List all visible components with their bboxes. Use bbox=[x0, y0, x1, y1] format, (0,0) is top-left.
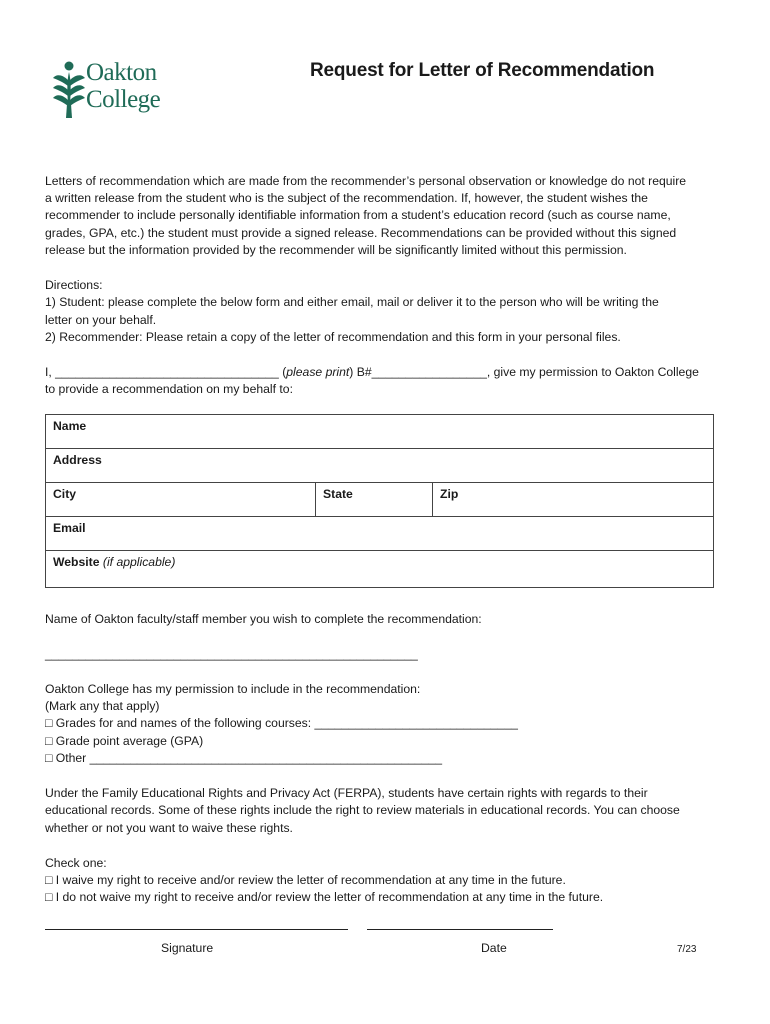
include-instructions: (Mark any that apply) bbox=[45, 699, 160, 713]
oakton-logo bbox=[52, 60, 182, 124]
city-field[interactable] bbox=[46, 483, 316, 517]
date-label: Date bbox=[481, 941, 507, 955]
intro-line: grades, GPA, etc.) the student must provide a signed release. Recommendations can be provided without this signed bbox=[45, 226, 677, 240]
permission-part-1: I, _________________________________ ( bbox=[45, 365, 287, 379]
permission-statement bbox=[45, 364, 699, 381]
directions-heading: Directions: bbox=[45, 278, 103, 292]
gpa-checkbox[interactable]: □ Grade point average (GPA) bbox=[45, 734, 204, 748]
please-print-note: please print bbox=[286, 365, 350, 379]
ferpa-text: Under the Family Educational Rights and Privacy Act (FERPA), students have certain rights with regards to their bbox=[45, 786, 648, 800]
website-note: (if applicable) bbox=[102, 555, 176, 569]
date-line[interactable] bbox=[367, 928, 553, 930]
permission-part-2: ) B#_________________, give my permission to Oakton College bbox=[349, 365, 699, 379]
page-title: Request for Letter of Recommendation bbox=[310, 60, 655, 81]
intro-line: a written release from the student who is the subject of the recommendation. If, however, the student wishes the bbox=[45, 191, 648, 205]
directions-step-1-cont: letter on your behalf. bbox=[45, 313, 157, 327]
name-field[interactable] bbox=[46, 415, 714, 449]
waive-checkbox[interactable]: □ I waive my right to receive and/or review the letter of recommendation at any time in the future. bbox=[45, 873, 566, 887]
permission-line-2: to provide a recommendation on my behalf to: bbox=[45, 382, 293, 396]
address-field[interactable] bbox=[46, 449, 714, 483]
email-label: Email bbox=[53, 521, 86, 535]
intro-line: release but the information provided by the recommender will be significantly limited without this permission. bbox=[45, 243, 627, 257]
faculty-prompt: Name of Oakton faculty/staff member you wish to complete the recommendation: bbox=[45, 612, 482, 626]
ferpa-text: whether or not you want to waive these rights. bbox=[45, 821, 293, 835]
revision-date: 7/23 bbox=[677, 944, 697, 955]
signature-line[interactable] bbox=[45, 928, 348, 930]
check-heading: Check one: bbox=[45, 856, 107, 870]
zip-field[interactable] bbox=[433, 483, 714, 517]
address-label: Address bbox=[53, 453, 102, 467]
include-heading: Oakton College has my permission to include in the recommendation: bbox=[45, 682, 421, 696]
state-label: State bbox=[323, 487, 353, 501]
website-label: Website bbox=[53, 555, 100, 569]
grades-checkbox[interactable]: □ Grades for and names of the following courses: ______________________________ bbox=[45, 716, 518, 730]
ferpa-text: educational records. Some of these rights include the right to review materials in educational records. You can choose bbox=[45, 803, 680, 817]
website-field[interactable] bbox=[46, 551, 714, 588]
other-checkbox[interactable]: □ Other ____________________________________________________ bbox=[45, 751, 443, 765]
state-field[interactable] bbox=[316, 483, 433, 517]
oakton-tree-icon bbox=[52, 60, 86, 122]
signature-label: Signature bbox=[161, 941, 214, 955]
intro-line: Letters of recommendation which are made from the recommender’s personal observation or knowledge do not require bbox=[45, 174, 687, 188]
email-field[interactable] bbox=[46, 517, 714, 551]
directions-step-2: 2) Recommender: Please retain a copy of the letter of recommendation and this form in your personal files. bbox=[45, 330, 621, 344]
recipient-form bbox=[45, 414, 714, 588]
faculty-name-blank[interactable]: _______________________________________________________ bbox=[45, 647, 418, 661]
zip-label: Zip bbox=[440, 487, 459, 501]
name-label: Name bbox=[53, 419, 87, 433]
intro-line: recommender to include personally identifiable information from a student’s education record (such as course name, bbox=[45, 208, 671, 222]
city-label: City bbox=[53, 487, 77, 501]
logo-line-2: College bbox=[86, 86, 161, 113]
logo-line-1: Oakton bbox=[86, 59, 157, 86]
directions-step-1: 1) Student: please complete the below form and either email, mail or deliver it to the person who will be writing the bbox=[45, 295, 659, 309]
not-waive-checkbox[interactable]: □ I do not waive my right to receive and/or review the letter of recommendation at any time in the future. bbox=[45, 890, 604, 904]
